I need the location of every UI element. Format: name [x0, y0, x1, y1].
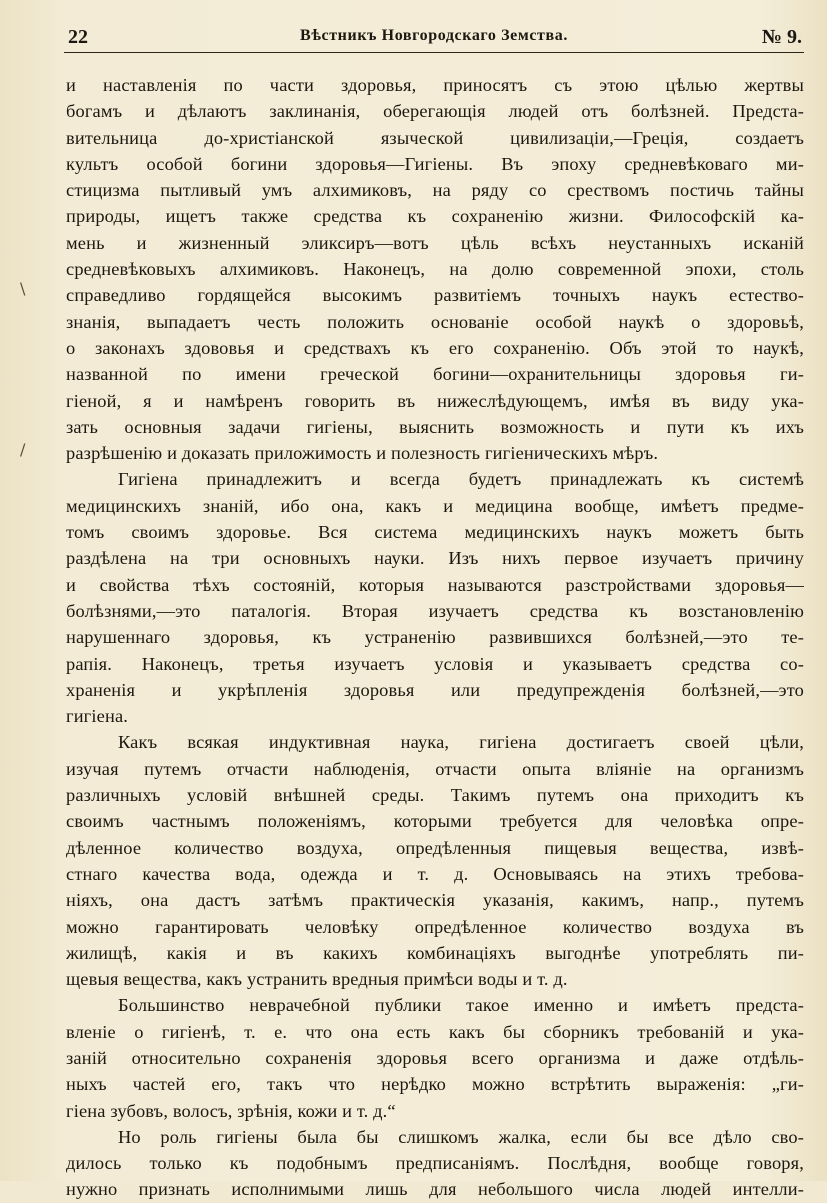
text-line: природы, ищетъ также средства къ сохраненію жизни. Философскій ка-: [66, 206, 804, 227]
text-line: средневѣковыхъ алхимиковъ. Наконецъ, на долю современной эпохи, столь: [66, 259, 804, 280]
margin-mark: \: [20, 279, 26, 298]
text-line: и наставленія по части здоровья, приносятъ съ этою цѣлью жертвы: [66, 75, 804, 95]
text-line: вленіе о гигіенѣ, т. е. что она есть какъ бы сборникъ требованій и ука-: [66, 1021, 804, 1042]
text-line: гіена зубовъ, волосъ, зрѣнія, кожи и т. д.“: [66, 1100, 396, 1121]
text-line: заній относительно сохраненія здоровья всего организма и даже отдѣль-: [66, 1047, 804, 1068]
text-line: раздѣлена на три основныхъ науки. Изъ нихъ первое изучаетъ причину: [66, 548, 804, 569]
text-line: Но роль гигіены была бы слишкомъ жалка, если бы все дѣло сво-: [118, 1126, 804, 1147]
text-line: дилось только къ подобнымъ предписаніямъ. Послѣдня, вообще говоря,: [66, 1153, 804, 1174]
text-line: зать основныя задачи гигіены, выяснить возможность и пути къ ихъ: [66, 416, 804, 437]
body-text: [66, 72, 804, 1203]
text-line: храненія и укрѣпленія здоровья или предупрежденія болѣзней,—это: [66, 679, 804, 700]
text-line: ныхъ частей его, такъ что нерѣдко можно встрѣтить выраженія: „ги-: [66, 1074, 804, 1095]
text-line: щевыя вещества, какъ устранить вредныя примѣси воды и т. д.: [66, 969, 568, 990]
text-line: ніяхъ, она дастъ затѣмъ практическія указанія, какимъ, напр., путемъ: [66, 890, 804, 911]
text-line: гигіена.: [66, 706, 129, 727]
text-line: можно гарантировать человѣку опредѣленное количество воздуха въ: [66, 916, 804, 937]
text-line: разрѣшенію и доказать приложимость и полезность гигіеническихъ мѣръ.: [66, 443, 659, 464]
text-line: названной по имени греческой богини—охранительницы здоровья ги-: [66, 364, 804, 385]
text-line: богамъ и дѣлаютъ заклинанія, оберегающія людей отъ болѣзней. Предста-: [66, 101, 804, 122]
text-line: различныхъ условій внѣшней среды. Такимъ путемъ она приходитъ къ: [66, 785, 804, 806]
text-line: томъ своимъ здоровье. Вся система медицинскихъ наукъ можетъ быть: [66, 522, 804, 543]
text-line: медицинскихъ знаній, ибо она, какъ и медицина вообще, имѣетъ предме-: [66, 495, 804, 516]
text-line: мень и жизненный эликсиръ—вотъ цѣль всѣхъ неустанныхъ исканій: [66, 232, 804, 253]
text-line: о законахъ здововья и средствахъ къ его сохраненію. Объ этой то наукѣ,: [66, 337, 804, 358]
running-header: [64, 26, 804, 53]
text-line: Гигіена принадлежитъ и всегда будетъ принадлежать къ системѣ: [118, 469, 804, 490]
margin-mark: /: [20, 440, 26, 459]
text-line: вительница до-христіанской языческой цивилизаціи,—Греція, создаетъ: [66, 127, 804, 148]
page-number: 22: [68, 26, 88, 48]
text-line: гіеной, я и намѣренъ говорить въ нижеслѣдующемъ, имѣя въ виду ука-: [66, 390, 804, 411]
text-line: стнаго качества вода, одежда и т. д. Основываясь на этихъ требова-: [66, 863, 804, 884]
text-line: знанія, выпадаетъ честь положить основаніе особой наукѣ о здоровьѣ,: [66, 311, 804, 332]
text-line: Большинство неврачебной публики такое именно и имѣетъ предста-: [118, 995, 804, 1016]
text-line: дѣленное количество воздуха, опредѣленныя пищевыя вещества, извѣ-: [66, 837, 804, 858]
text-line: Какъ всякая индуктивная наука, гигіена достигаетъ своей цѣли,: [118, 732, 804, 753]
text-line: рапія. Наконецъ, третья изучаетъ условія и указываетъ средства со-: [66, 653, 804, 674]
text-line: и свойства тѣхъ состояній, которыя называются разстройствами здоровья—: [66, 574, 804, 595]
issue-number: № 9.: [761, 26, 802, 48]
text-line: культъ особой богини здоровья—Гигіены. Въ эпоху средневѣковаго ми-: [66, 153, 804, 174]
text-line: болѣзнями,—это паталогія. Вторая изучаетъ средства къ возстановленію: [66, 600, 804, 621]
text-line: стицизма пытливый умъ алхимиковъ, на ряду со срествомъ постичь тайны: [66, 180, 804, 201]
text-line: жилищѣ, какія и въ какихъ комбинаціяхъ выгоднѣе употреблять пи-: [66, 942, 804, 963]
text-line: изучая путемъ отчасти наблюденія, отчасти опыта вліяніе на организмъ: [66, 758, 804, 779]
text-line: нужно признать исполнимыми лишь для небольшого числа людей интелли-: [66, 1179, 804, 1200]
text-line: справедливо гордящейся высокимъ развитіемъ точныхъ наукъ естество-: [66, 285, 804, 306]
journal-title: Вѣстникъ Новгородскаго Земства.: [300, 27, 568, 44]
text-line: своимъ частнымъ положеніямъ, которыми требуется для человѣка опре-: [66, 811, 804, 832]
text-line: нарушеннаго здоровья, къ устраненію развившихся болѣзней,—это те-: [66, 627, 804, 648]
